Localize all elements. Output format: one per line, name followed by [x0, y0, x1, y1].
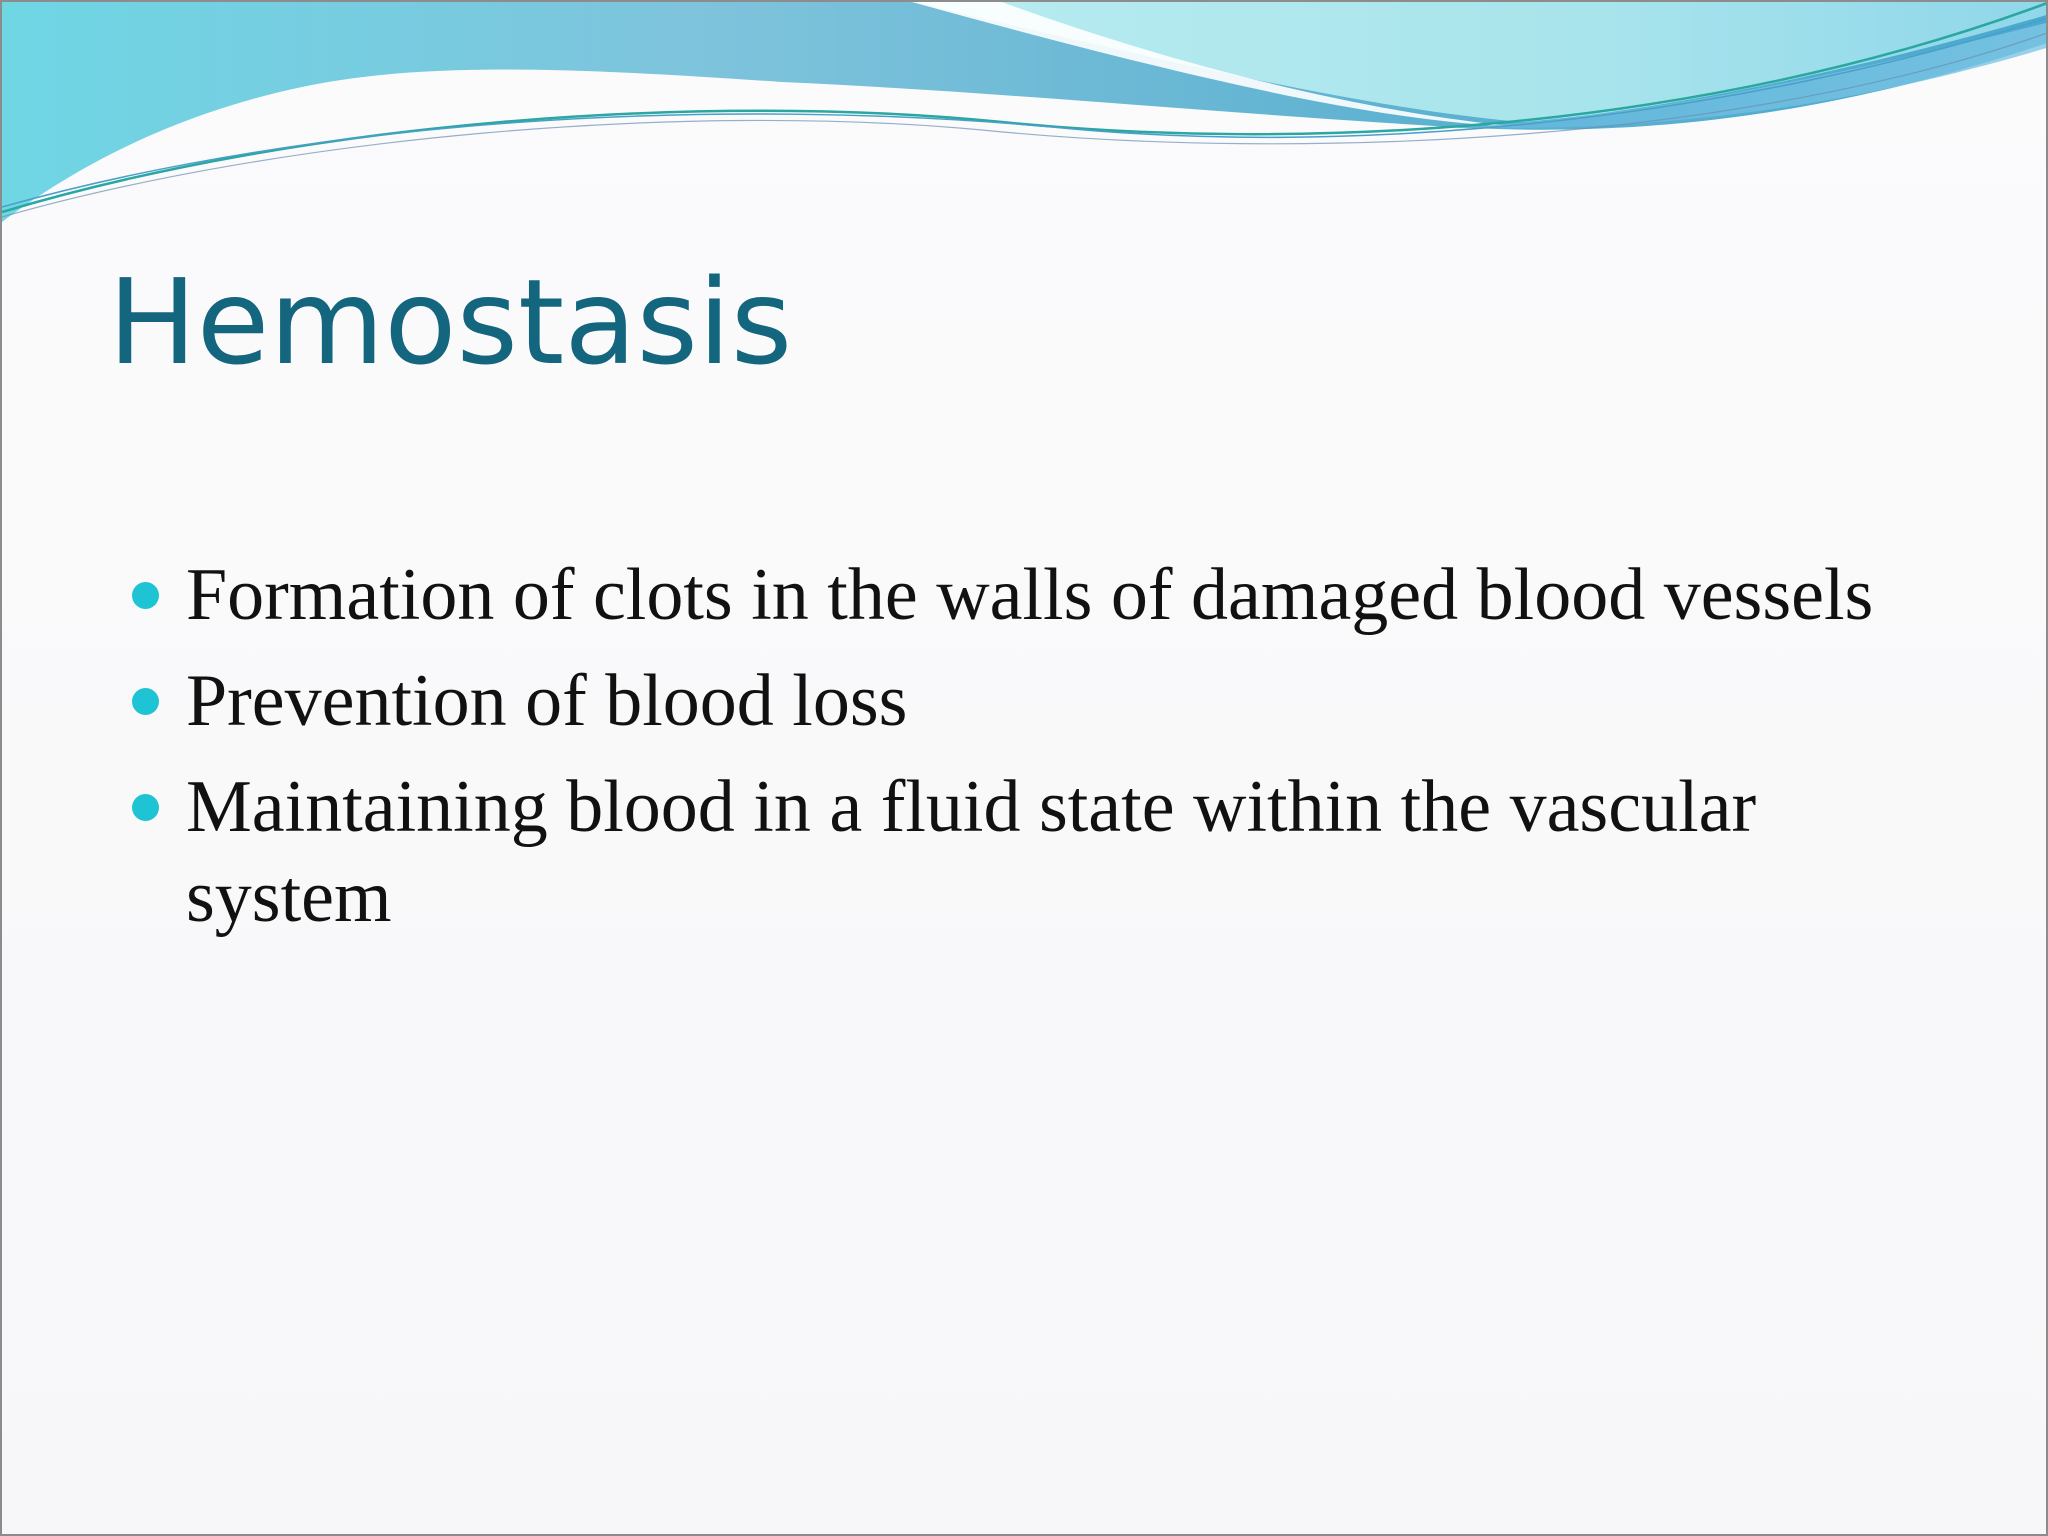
- bullet-marker-icon: [132, 794, 159, 821]
- header-wave-decoration: [2, 2, 2048, 242]
- bullet-text: Formation of clots in the walls of damaged blood vessels: [186, 554, 1874, 636]
- slide-title: Hemostasis: [108, 253, 793, 391]
- bullet-item-clot-formation: [130, 550, 1930, 640]
- bullet-text: Maintaining blood in a fluid state within the vascular system: [186, 766, 1757, 938]
- bullet-text: Prevention of blood loss: [186, 660, 908, 742]
- bullet-marker-icon: [132, 688, 159, 715]
- bullet-item-prevention: [130, 656, 1930, 746]
- bullet-item-maintaining: [130, 762, 1930, 942]
- bullet-marker-icon: [132, 582, 159, 609]
- bullet-list: [130, 550, 1930, 958]
